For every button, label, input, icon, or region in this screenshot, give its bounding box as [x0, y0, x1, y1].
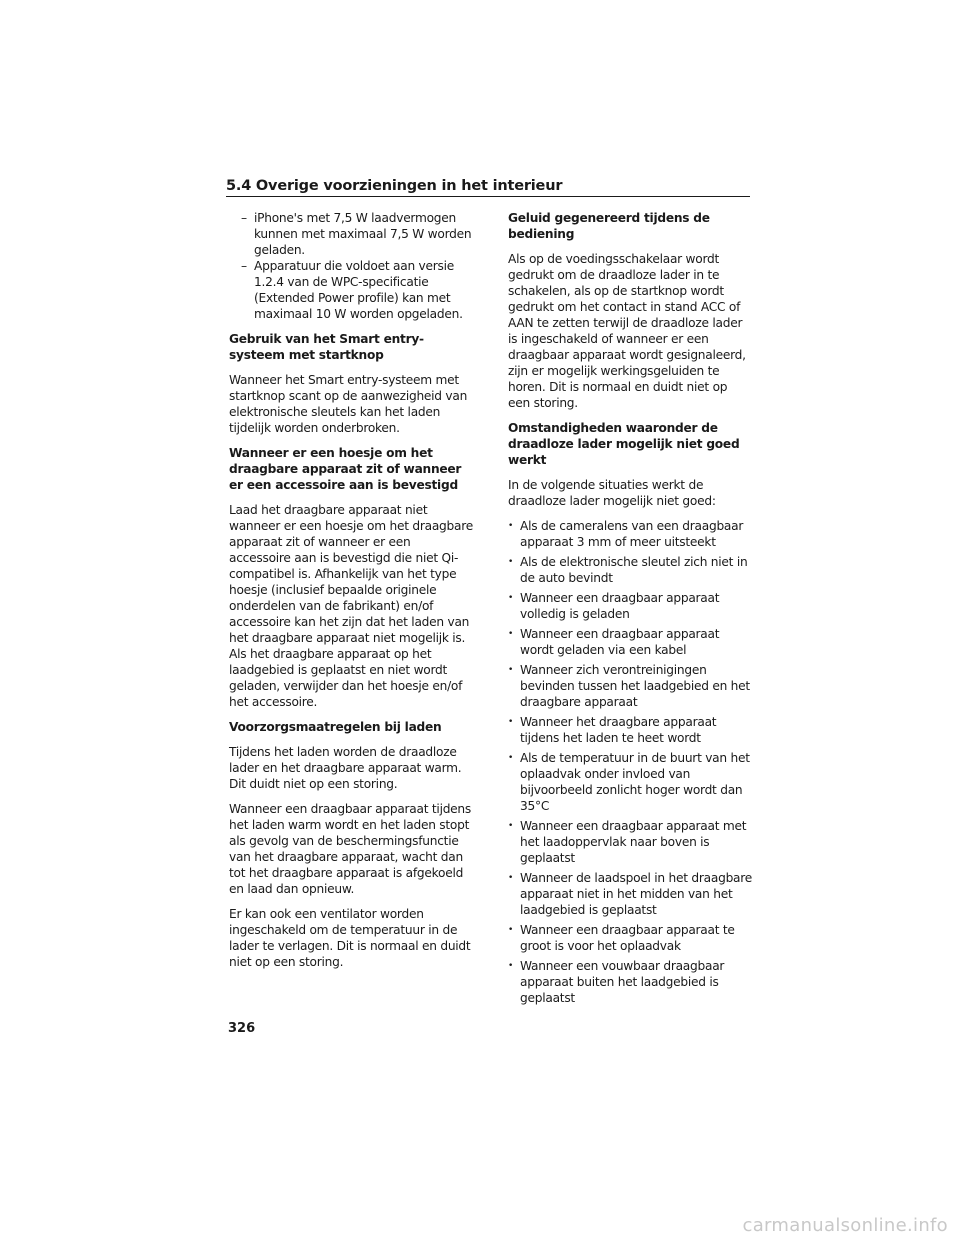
- precaution-text-3: Er kan ook een ventilator worden ingeschakeld om de temperatuur in de lader te verlagen. Dit is normaal en duidt niet op een storing.: [229, 907, 471, 969]
- section-header: [226, 178, 750, 197]
- list-item: • Wanneer het draagbare apparaat tijdens het laden te heet wordt: [508, 714, 752, 746]
- list-item: • Wanneer een draagbaar apparaat wordt geladen via een kabel: [508, 626, 752, 658]
- dash-item: – iPhone's met 7,5 W laadvermogen kunnen met maximaal 7,5 W worden geladen.: [229, 210, 473, 258]
- conditions-heading: Omstandigheden waaronder de draadloze lader mogelijk niet goed werkt: [508, 421, 740, 467]
- precaution-heading: Voorzorgsmaatregelen bij laden: [229, 720, 442, 734]
- dash-item: – Apparatuur die voldoet aan versie 1.2.4 van de WPC-specificatie (Extended Power profile) kan met maximaal 10 W worden opgeladen.: [229, 258, 473, 322]
- list-item: • Wanneer een vouwbaar draagbaar apparaat buiten het laadgebied is geplaatst: [508, 958, 752, 1006]
- list-item: • Wanneer een draagbaar apparaat met het laadoppervlak naar boven is geplaatst: [508, 818, 752, 866]
- conditions-intro: In de volgende situaties werkt de draadloze lader mogelijk niet goed:: [508, 478, 716, 508]
- list-item: • Wanneer zich verontreinigingen bevinden tussen het laadgebied en het draagbare apparaat: [508, 662, 752, 710]
- section-title: 5.4 Overige voorzieningen in het interieur: [226, 178, 563, 194]
- sound-heading: Geluid gegenereerd tijdens de bediening: [508, 211, 710, 241]
- case-text: Laad het draagbare apparaat niet wanneer er een hoesje om het draagbare apparaat zit of wanneer er een accessoire aan is bevestigd die niet Qi-compatibel is. Afhankelijk van het type hoesje (inclusief bepaalde originele onderdelen van de fabrikant) en/of accessoire kan het zijn dat het laden van het draagbare apparaat niet mogelijk is. Als het draagbare apparaat op het laadgebied is geplaatst en niet wordt geladen, verwijder dan het hoesje en/of het accessoire.: [229, 503, 473, 709]
- page-number: 326: [228, 1021, 256, 1036]
- list-item: • Als de cameralens van een draagbaar apparaat 3 mm of meer uitsteekt: [508, 518, 752, 550]
- list-item: • Wanneer de laadspoel in het draagbare apparaat niet in het midden van het laadgebied is geplaatst: [508, 870, 752, 918]
- dash-list: [229, 210, 473, 322]
- smart-entry-heading: Gebruik van het Smart entry-systeem met startknop: [229, 332, 424, 362]
- precaution-text-2: Wanneer een draagbaar apparaat tijdens het laden warm wordt en het laden stopt als gevolg van de beschermingsfunctie van het draagbare apparaat, wacht dan tot het draagbare apparaat is afgekoeld en laad dan opnieuw.: [229, 802, 472, 896]
- conditions-list: [508, 518, 752, 1006]
- precaution-text-1: Tijdens het laden worden de draadloze lader en het draagbare apparaat warm. Dit duidt niet op een storing.: [229, 745, 462, 791]
- sound-text: Als op de voedingsschakelaar wordt gedrukt om de draadloze lader in te schakelen, als op de startknop wordt gedrukt om het contact in stand ACC of AAN te zetten terwijl de draadloze lader is ingeschakeld of wanneer er een draagbaar apparaat wordt gesignaleerd, zijn er mogelijk werkingsgeluiden te horen. Dit is normaal en duidt niet op een storing.: [508, 252, 746, 410]
- smart-entry-text: Wanneer het Smart entry-systeem met startknop scant op de aanwezigheid van elektronische sleutels kan het laden tijdelijk worden onderbroken.: [229, 373, 468, 435]
- list-item: • Wanneer een draagbaar apparaat volledig is geladen: [508, 590, 752, 622]
- case-heading: Wanneer er een hoesje om het draagbare apparaat zit of wanneer er een accessoire aan is bevestigd: [229, 446, 462, 492]
- left-column: [229, 210, 473, 979]
- list-item: • Als de temperatuur in de buurt van het oplaadvak onder invloed van bijvoorbeeld zonlicht hoger wordt dan 35°C: [508, 750, 752, 814]
- list-item: • Als de elektronische sleutel zich niet in de auto bevindt: [508, 554, 752, 586]
- list-item: • Wanneer een draagbaar apparaat te groot is voor het oplaadvak: [508, 922, 752, 954]
- watermark: carmanualsonline.info: [742, 1215, 948, 1236]
- right-column: [508, 210, 752, 1010]
